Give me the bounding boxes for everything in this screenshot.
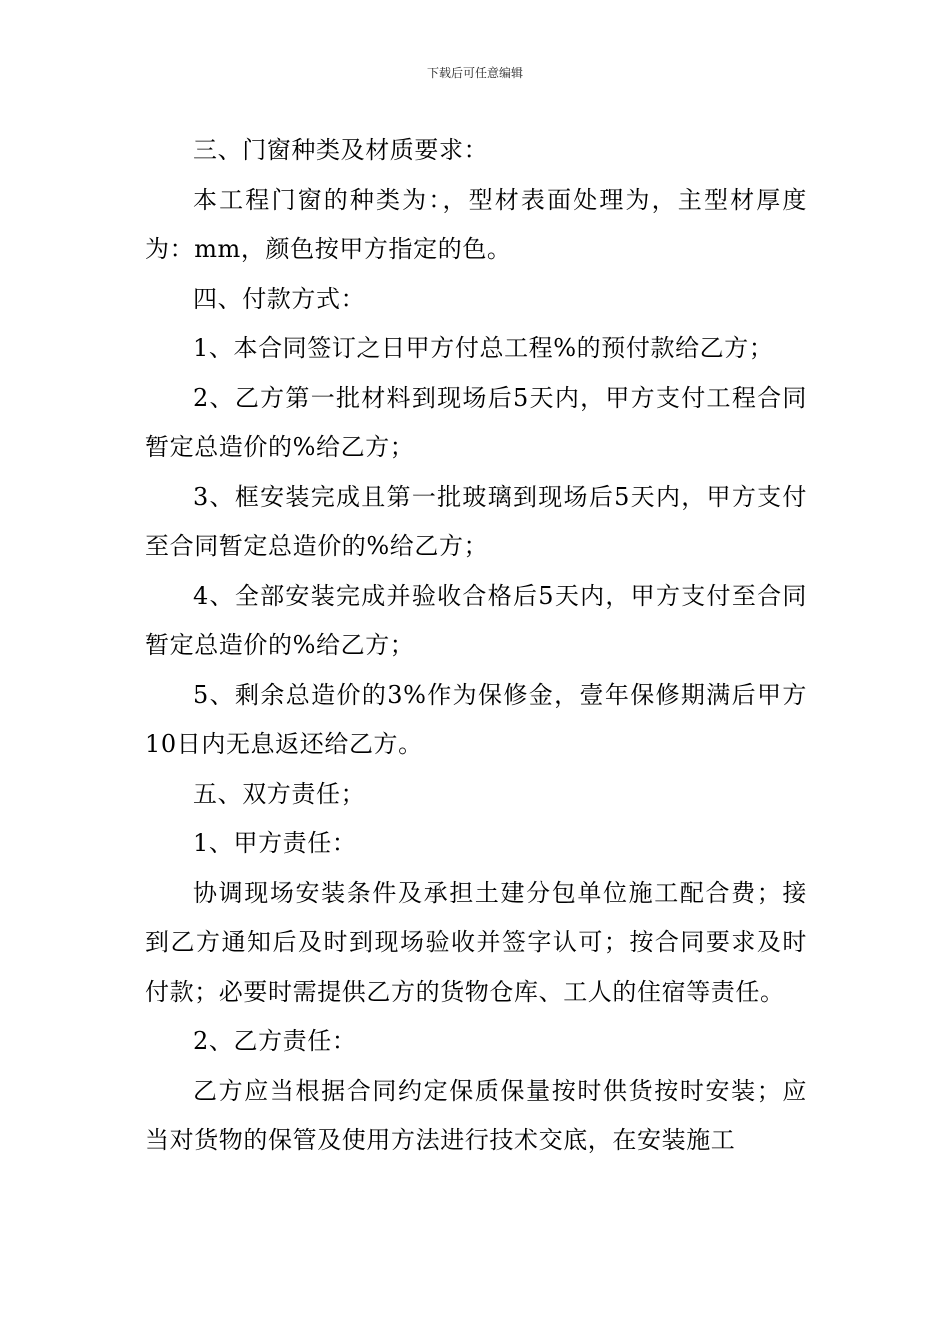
payment-item-2: 2、乙方第一批材料到现场后5天内，甲方支付工程合同暂定总造价的%给乙方；	[145, 383, 807, 461]
party-a-heading: 1、甲方责任：	[193, 829, 357, 857]
payment-item-4: 4、全部安装完成并验收合格后5天内，甲方支付至合同暂定总造价的%给乙方；	[145, 581, 807, 659]
party-a-duties: 协调现场安装条件及承担土建分包单位施工配合费；接到乙方通知后及时到现场验收并签字认可；按合同要求及时付款；必要时需提供乙方的货物仓库、工人的住宿等责任。	[145, 878, 807, 1006]
payment-item-3: 3、框安装完成且第一批玻璃到现场后5天内，甲方支付至合同暂定总造价的%给乙方；	[145, 482, 807, 560]
party-b-duties: 乙方应当根据合同约定保质保量按时供货按时安装；应当对货物的保管及使用方法进行技术交底，在安装施工	[145, 1076, 807, 1154]
party-b-heading: 2、乙方责任：	[193, 1027, 357, 1055]
payment-item-5: 5、剩余总造价的3%作为保修金，壹年保修期满后甲方10日内无息返还给乙方。	[145, 680, 807, 758]
section-heading-3: 三、门窗种类及材质要求：	[193, 136, 489, 164]
section-heading-4: 四、付款方式：	[193, 284, 366, 313]
page-header: 下载后可任意编辑	[426, 66, 523, 80]
paragraph-material-spec: 本工程门窗的种类为：，型材表面处理为，主型材厚度为：mm，颜色按甲方指定的色。	[145, 185, 807, 263]
document-body	[145, 126, 807, 1166]
section-heading-5: 五、双方责任；	[193, 779, 366, 808]
payment-item-1: 1、本合同签订之日甲方付总工程%的预付款给乙方；	[193, 334, 774, 362]
